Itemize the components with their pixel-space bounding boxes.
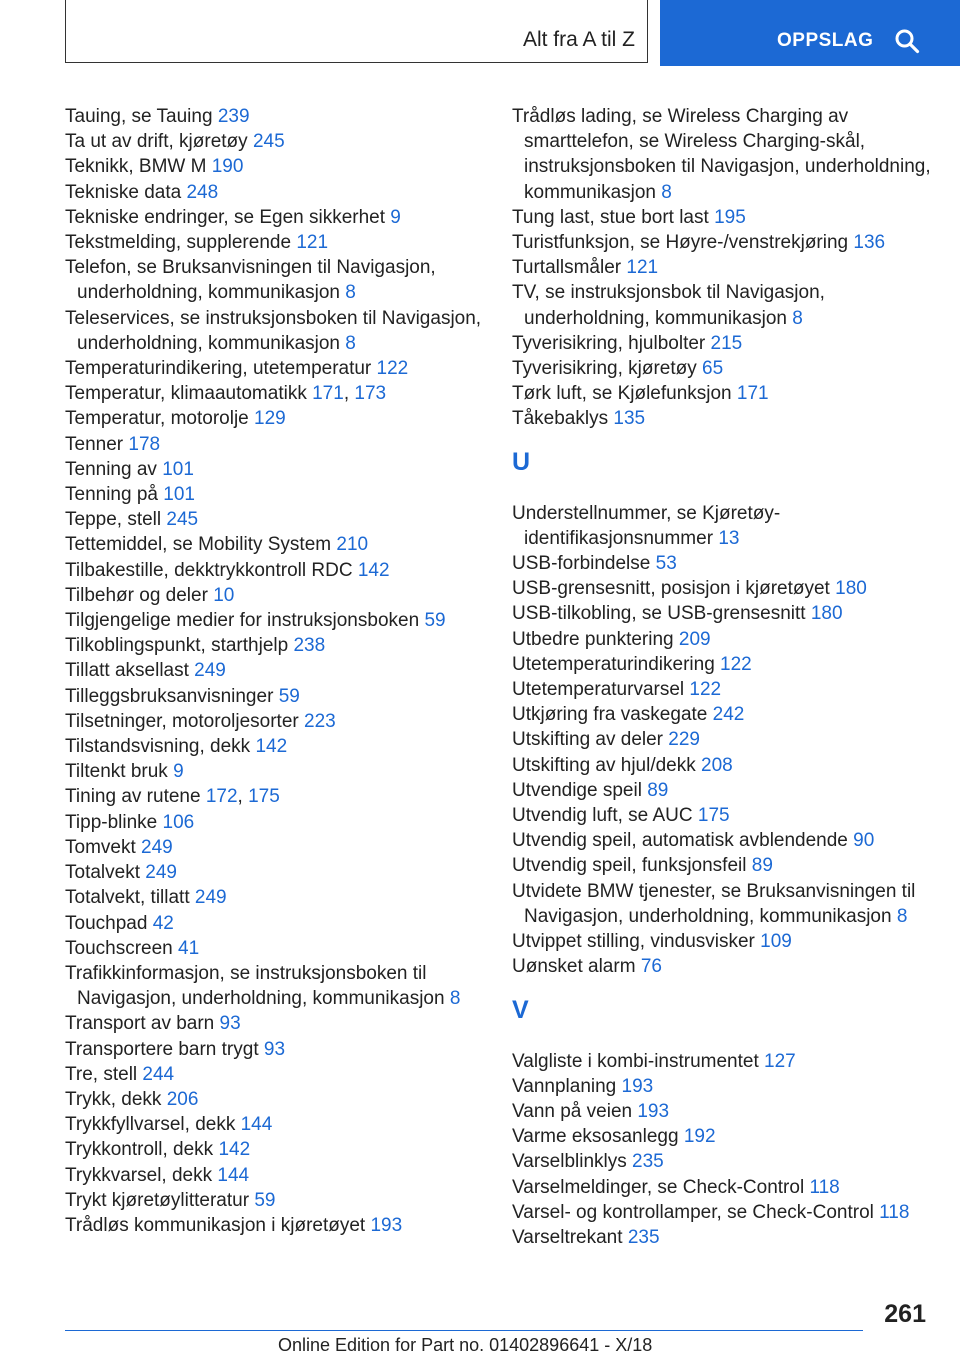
index-entry-term: USB-tilkobling, se USB-grensesnitt: [512, 603, 806, 625]
index-entry-term: Utetemperaturindikering: [512, 653, 715, 675]
index-entry: [512, 1175, 932, 1200]
page-link[interactable]: 249: [194, 887, 227, 909]
index-entry: [65, 1213, 485, 1238]
index-entry: [65, 558, 485, 583]
page-link[interactable]: 193: [370, 1214, 403, 1236]
page-link[interactable]: 245: [252, 131, 285, 153]
index-entry: [65, 633, 485, 658]
page-link[interactable]: 101: [162, 458, 194, 480]
index-entry-term: Turistfunksjon, se Høyre-/venstrekjøring: [512, 232, 849, 254]
index-entry: [65, 507, 485, 532]
footer-edition-text: Online Edition for Part no. 01402896641 - X/18: [278, 1335, 653, 1355]
page-link[interactable]: 89: [751, 855, 773, 877]
index-entry: [512, 1200, 932, 1225]
index-entry-term: Tilbehør og deler: [65, 584, 208, 606]
index-entry-term: Tipp-blinke: [65, 811, 158, 833]
index-entry-term: USB-forbindelse: [512, 553, 651, 575]
page-link[interactable]: 129: [254, 408, 286, 430]
page-link[interactable]: 209: [678, 628, 711, 650]
index-entry-term: Tekstmelding, supplerende: [65, 232, 292, 254]
index-entry-term: Tilbakestille, dekktrykkontroll RDC: [65, 559, 353, 581]
page-link[interactable]: 122: [720, 653, 752, 675]
index-entry: [65, 860, 485, 885]
page-link[interactable]: 59: [254, 1189, 276, 1211]
index-entry: [65, 180, 485, 205]
section-letter-v: V: [512, 995, 529, 1024]
index-entry: [512, 627, 932, 652]
index-entry: Temperatur, klimaautomatikk 171, 173: [65, 383, 387, 405]
page-link[interactable]: 242: [712, 704, 745, 726]
index-entry: [512, 677, 932, 702]
index-entry-term: Uønsket alarm: [512, 956, 636, 978]
page-link[interactable]: 142: [218, 1139, 251, 1161]
page-link[interactable]: 89: [647, 779, 669, 801]
page-link[interactable]: 8: [449, 988, 461, 1010]
index-entry-term: Tining av rutene: [65, 786, 201, 808]
page-link[interactable]: 171: [736, 383, 769, 405]
index-entry-term: Trådløs kommunikasjon i kjøretøyet: [65, 1214, 366, 1236]
index-entry: [65, 1163, 485, 1188]
index-entry-term: Trykt kjøretøylitteratur: [65, 1189, 250, 1211]
index-entry-term: Tenning på: [65, 484, 158, 506]
page-link[interactable]: 244: [142, 1063, 175, 1085]
index-entry: [65, 658, 485, 683]
index-entry-term: Utvendige speil: [512, 779, 642, 801]
index-entry: [65, 911, 485, 936]
index-entry-term: Turtallsmåler: [512, 257, 622, 279]
index-entry-term: Teknikk, BMW M: [65, 156, 207, 178]
page-link[interactable]: 248: [186, 181, 219, 203]
index-entry: [512, 1049, 932, 1074]
index-entry: [512, 702, 932, 727]
index-entry-term: Tauing, se Tauing: [65, 106, 213, 127]
page-link[interactable]: 229: [668, 729, 700, 751]
page-link[interactable]: 249: [141, 836, 173, 858]
page-link[interactable]: 173: [354, 383, 387, 405]
index-entry: [65, 129, 485, 154]
index-entry-term: Tillatt aksellast: [65, 660, 189, 682]
index-entry: [65, 1137, 485, 1162]
index-entry: [65, 810, 485, 835]
index-entry-term: Teleservices, se instruksjonsboken til Navigasjon, underholdning, kommunikasjon: [65, 307, 482, 354]
page-link[interactable]: 93: [219, 1013, 241, 1035]
page-link[interactable]: 249: [145, 862, 177, 884]
index-entry-term: Trykkfyllvarsel, dekk: [65, 1114, 236, 1136]
index-entry-term: Utetemperaturvarsel: [512, 679, 685, 701]
index-entry-term: Trykk, dekk: [65, 1088, 162, 1110]
page-link[interactable]: 245: [166, 509, 199, 531]
index-entry: [512, 727, 932, 752]
index-entry: [512, 803, 932, 828]
page-link[interactable]: 142: [357, 559, 390, 581]
index-entry-term: Tyverisikring, hjulbolter: [512, 332, 706, 354]
index-column-left: [65, 104, 485, 1238]
index-entry: [65, 583, 485, 608]
index-entry: [512, 356, 932, 381]
index-entry: [512, 652, 932, 677]
index-entry-term: Utbedre punktering: [512, 628, 674, 650]
page-link[interactable]: 41: [178, 937, 200, 959]
page-link[interactable]: 9: [173, 761, 184, 783]
index-entry: [512, 601, 932, 626]
index-entry: [512, 853, 932, 878]
page-link[interactable]: 76: [640, 956, 662, 978]
index-entry-term: Tilkoblingspunkt, starthjelp: [65, 635, 289, 657]
page-link[interactable]: 59: [424, 610, 446, 632]
index-entry: [65, 1037, 485, 1062]
index-entry: [65, 306, 485, 356]
index-entry: [65, 154, 485, 179]
page-link[interactable]: 210: [336, 534, 369, 556]
index-entry: [512, 551, 932, 576]
page-link[interactable]: 175: [248, 786, 280, 808]
page-link[interactable]: 142: [255, 736, 288, 758]
page-link[interactable]: 238: [293, 635, 326, 657]
page-link[interactable]: 144: [217, 1164, 250, 1186]
page-link[interactable]: 190: [211, 156, 244, 178]
tab-oppslag[interactable]: [660, 0, 960, 66]
index-entry-term: Utkjøring fra vaskegate: [512, 704, 708, 726]
index-entry: [65, 936, 485, 961]
page-link[interactable]: 121: [626, 257, 659, 279]
index-entry: [512, 753, 932, 778]
page-link[interactable]: 195: [714, 206, 746, 228]
page-link[interactable]: 144: [240, 1114, 273, 1136]
page-link[interactable]: 122: [376, 358, 409, 380]
index-entry-term: Varme eksosanlegg: [512, 1126, 679, 1148]
index-entry: [512, 205, 932, 230]
index-entry-term: Varsel- og kontrollamper, se Check-Control: [512, 1201, 874, 1223]
page-link[interactable]: 8: [345, 282, 356, 304]
index-entry: [512, 879, 932, 929]
index-entry: [512, 929, 932, 954]
page-link[interactable]: 109: [760, 931, 792, 953]
index-entry-term: Vann på veien: [512, 1100, 633, 1122]
index-entry: [65, 255, 485, 305]
index-entry-term: Ta ut av drift, kjøretøy: [65, 131, 248, 153]
page-link[interactable]: 65: [702, 358, 724, 380]
index-entry: [65, 835, 485, 860]
index-entry: [65, 1112, 485, 1137]
index-entry-term: Tung last, stue bort last: [512, 206, 709, 228]
index-entry: [512, 406, 932, 431]
page-link[interactable]: 208: [701, 754, 733, 776]
index-entry-term: Utskifting av deler: [512, 729, 664, 751]
page-link[interactable]: 13: [718, 527, 740, 549]
index-entry: [512, 331, 932, 356]
index-entry-term: Teppe, stell: [65, 509, 162, 531]
page-link[interactable]: 235: [632, 1151, 664, 1173]
page-link[interactable]: 193: [621, 1075, 654, 1097]
section-letter-u: U: [512, 447, 531, 476]
index-entry: [512, 381, 932, 406]
index-entry: [65, 734, 485, 759]
page-link[interactable]: 175: [697, 805, 730, 827]
page-link[interactable]: 135: [613, 408, 646, 430]
index-entry-term: Valgliste i kombi-instrumentet: [512, 1050, 759, 1072]
index-entry: [512, 1074, 932, 1099]
index-entry: [65, 457, 485, 482]
page-link[interactable]: 10: [213, 584, 235, 606]
index-entry-term: Utvendig speil, automatisk avblendende: [512, 830, 848, 852]
index-entry: [65, 205, 485, 230]
index-entry-term: Trafikkinformasjon, se instruksjonsboken til Navigasjon, underholdning, kommunikasjon: [65, 962, 445, 1010]
index-entry: [512, 1099, 932, 1124]
index-entry: Tining av rutene 172, 175: [65, 786, 280, 808]
index-entry: [65, 885, 485, 910]
index-entry: [512, 230, 932, 255]
index-entry-term: Utvidete BMW tjenester, se Bruksanvisningen til Navigasjon, underholdning, kommunikasjon: [512, 880, 916, 927]
page-link[interactable]: 127: [764, 1050, 796, 1072]
page-link[interactable]: 106: [162, 811, 195, 833]
index-entry-term: Tiltenkt bruk: [65, 761, 168, 783]
index-entry-term: Tåkebaklys: [512, 408, 609, 430]
index-entry-term: Tilleggsbruksanvisninger: [65, 685, 274, 707]
page-link[interactable]: 180: [810, 603, 843, 625]
index-entry-term: Utskifting av hjul/dekk: [512, 754, 696, 776]
index-entry: [65, 406, 485, 431]
index-entry-term: Utvendig luft, se AUC: [512, 805, 693, 827]
index-entry: [65, 482, 485, 507]
index-entry: [65, 104, 485, 129]
page-link[interactable]: 249: [194, 660, 226, 682]
index-entry-term: Utvippet stilling, vindusvisker: [512, 931, 755, 953]
index-entry: [65, 608, 485, 633]
page-link[interactable]: 90: [853, 830, 875, 852]
index-entry-term: Understellnummer, se Kjøretøy-identifikasjonsnummer: [512, 502, 781, 549]
index-entry-term: Temperatur, motorolje: [65, 408, 249, 430]
index-entry-term: Totalvekt, tillatt: [65, 887, 190, 909]
page-link[interactable]: 136: [853, 232, 886, 254]
page-link[interactable]: 93: [263, 1038, 286, 1060]
index-entry: [512, 104, 932, 205]
tab-alt-fra-a-til-z-label: Alt fra A til Z: [522, 28, 635, 51]
page-link[interactable]: 192: [683, 1126, 716, 1148]
index-entry-term: Touchpad: [65, 912, 148, 934]
index-entry-term: USB-grensesnitt, posisjon i kjøretøyet: [512, 578, 830, 600]
page-link[interactable]: 206: [166, 1088, 199, 1110]
index-entry-term: Tekniske endringer, se Egen sikkerhet: [65, 206, 386, 228]
index-entry: [512, 828, 932, 853]
page-link[interactable]: 59: [278, 685, 300, 707]
index-entry-term: Tettemiddel, se Mobility System: [65, 534, 332, 556]
index-entry-term: Tilgjengelige medier for instruksjonsboken: [65, 610, 420, 632]
page-link[interactable]: 235: [627, 1226, 660, 1248]
index-entry: [65, 532, 485, 557]
index-entry-term: Varselmeldinger, se Check-Control: [512, 1176, 805, 1198]
tab-oppslag-label: OPPSLAG: [777, 30, 874, 51]
index-entry: [65, 1011, 485, 1036]
index-entry: [65, 684, 485, 709]
page-link[interactable]: 9: [390, 206, 401, 228]
index-entry: [512, 280, 932, 330]
index-entry-term: Varseltrekant: [512, 1226, 623, 1248]
index-entry: [65, 759, 485, 784]
footer-divider: [65, 1330, 863, 1331]
index-entry: [65, 1188, 485, 1213]
index-entry-term: Tre, stell: [65, 1063, 138, 1085]
index-entry: [512, 255, 932, 280]
tab-alt-fra-a-til-z[interactable]: [65, 0, 648, 63]
page-link[interactable]: 180: [835, 578, 867, 600]
index-entry: [65, 356, 485, 381]
index-entry-term: Transportere barn trygt: [65, 1038, 259, 1060]
page-header: [0, 0, 960, 66]
page-link[interactable]: 172: [205, 786, 238, 808]
index-entry-term: Vannplaning: [512, 1075, 617, 1097]
page-link[interactable]: 215: [710, 332, 743, 354]
search-icon: [894, 28, 920, 54]
index-entry: [65, 1087, 485, 1112]
index-entry-term: Tyverisikring, kjøretøy: [512, 358, 697, 380]
index-entry: [65, 961, 485, 1011]
index-entry-term: Tilstandsvisning, dekk: [65, 736, 251, 758]
index-entry-term: Tenner: [65, 433, 124, 455]
index-entry-term: Trykkontroll, dekk: [65, 1139, 214, 1161]
index-entry: [512, 1149, 932, 1174]
index-entry-term: Telefon, se Bruksanvisningen til Navigasjon, underholdning, kommunikasjon: [65, 257, 436, 304]
page-link[interactable]: 101: [163, 484, 195, 506]
index-entry: [512, 778, 932, 803]
index-entry-term: Temperaturindikering, utetemperatur: [65, 358, 372, 380]
page-link[interactable]: 42: [152, 912, 174, 934]
page-link[interactable]: 53: [655, 553, 677, 575]
index-entry: [65, 432, 485, 457]
index-column-right: [512, 104, 932, 1250]
index-entry-term: Transport av barn: [65, 1013, 215, 1035]
index-entry-term: Touchscreen: [65, 937, 173, 959]
page-link[interactable]: 178: [128, 433, 161, 455]
page-link[interactable]: 122: [689, 679, 722, 701]
index-entry-term: Trådløs lading, se Wireless Charging av smarttelefon, se Wireless Charging-skål, instruksjonsboken til Navigasjon, underholdning, kommunikasjon: [512, 106, 931, 203]
index-entry-term: Trykkvarsel, dekk: [65, 1164, 213, 1186]
index-entry-term: Tomvekt: [65, 836, 136, 858]
index-entry: [65, 709, 485, 734]
page-link[interactable]: 121: [296, 232, 329, 254]
page-link[interactable]: 8: [661, 181, 672, 203]
index-entry-term: Tørk luft, se Kjølefunksjon: [512, 383, 732, 405]
index-entry: [512, 954, 932, 979]
index-entry: [512, 1225, 932, 1250]
page-number: 261: [884, 1300, 926, 1328]
page-link[interactable]: 239: [217, 106, 250, 127]
index-entry-term: TV, se instruksjonsbok til Navigasjon, underholdning, kommunikasjon: [512, 282, 825, 329]
page-link[interactable]: 223: [304, 710, 336, 732]
page-link[interactable]: 193: [637, 1100, 670, 1122]
index-entry-term: Varselblinklys: [512, 1151, 627, 1173]
index-entry: [65, 1062, 485, 1087]
page-link[interactable]: 118: [809, 1176, 840, 1198]
index-entry-term: Utvendig speil, funksjonsfeil: [512, 855, 747, 877]
page-link[interactable]: 118: [879, 1201, 910, 1223]
index-entry-term: Tekniske data: [65, 181, 182, 203]
index-entry: [512, 576, 932, 601]
index-entry-term: Totalvekt: [65, 862, 140, 884]
index-entry: [512, 1124, 932, 1149]
index-entry: [512, 501, 932, 551]
index-entry-term: Tilsetninger, motoroljesorter: [65, 710, 299, 732]
index-entry-term: Tenning av: [65, 458, 157, 480]
page-link[interactable]: 8: [345, 332, 356, 354]
page-link[interactable]: 8: [792, 307, 803, 329]
page-link[interactable]: 8: [896, 905, 908, 927]
index-entry: [65, 230, 485, 255]
index-entry-term: Temperatur, klimaautomatikk: [65, 383, 307, 405]
page-link[interactable]: 171: [312, 383, 344, 405]
